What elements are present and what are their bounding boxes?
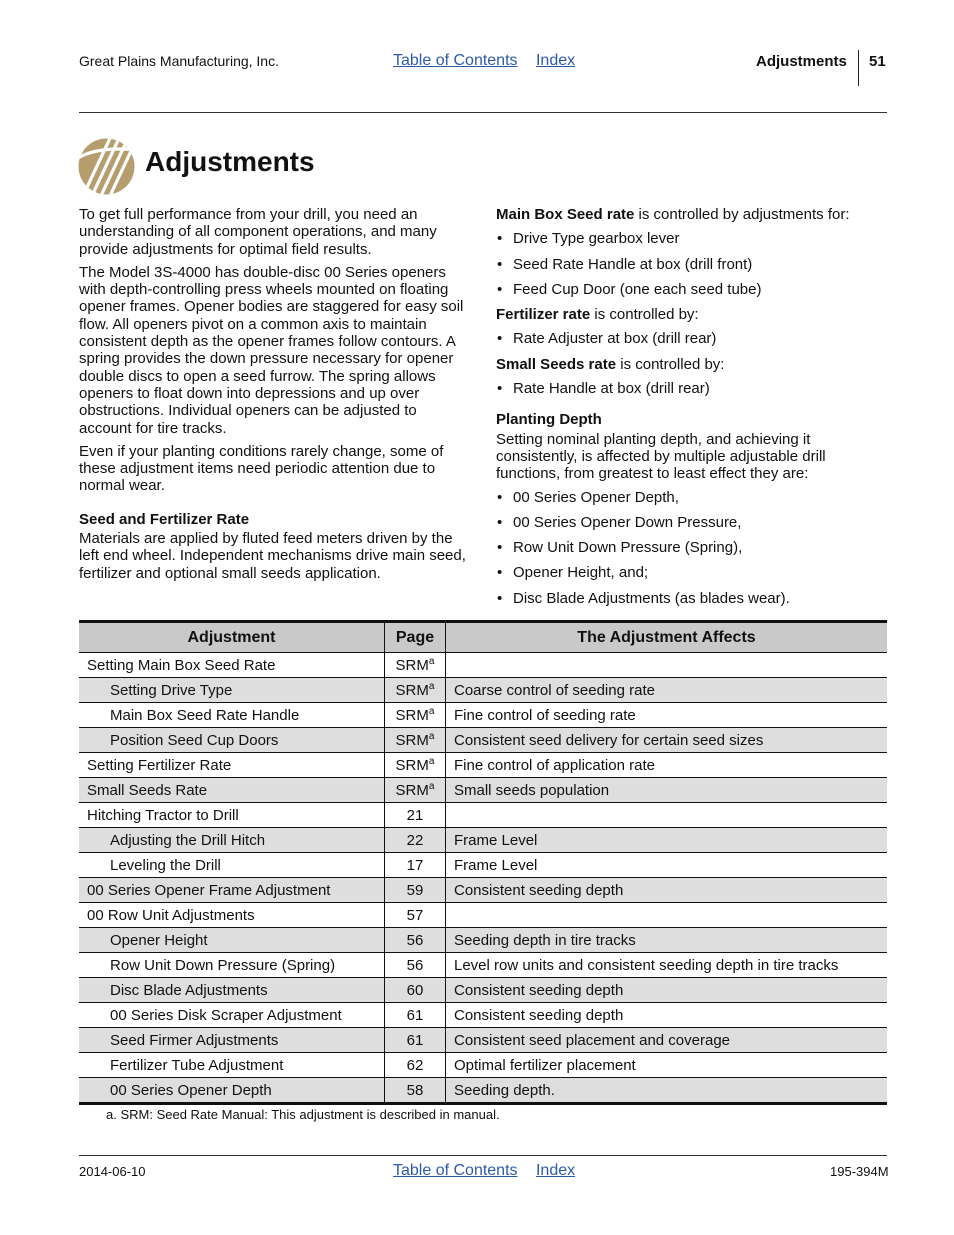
footnote-marker: a bbox=[428, 730, 435, 742]
table-row bbox=[79, 703, 887, 728]
list-item: • Opener Height, and; bbox=[496, 564, 888, 581]
page-ref: SRM bbox=[395, 756, 429, 774]
cell-affects: Fine control of seeding rate bbox=[446, 703, 888, 728]
cell-affects bbox=[446, 903, 888, 928]
cell-adjustment: Hitching Tractor to Drill bbox=[79, 803, 385, 828]
cell-adjustment: Disc Blade Adjustments bbox=[79, 978, 385, 1003]
table-row bbox=[79, 728, 887, 753]
cell-page bbox=[385, 903, 446, 928]
cell-adjustment: 00 Row Unit Adjustments bbox=[79, 903, 385, 928]
page-ref: SRM bbox=[395, 781, 429, 799]
small-seeds-list bbox=[496, 380, 888, 397]
cell-page bbox=[385, 803, 446, 828]
table-row bbox=[79, 803, 887, 828]
page-ref: 60 bbox=[406, 981, 424, 999]
main-box-bold: Main Box Seed rate bbox=[496, 206, 635, 223]
main-box-list bbox=[496, 230, 888, 298]
table-body bbox=[79, 653, 887, 1104]
list-item: • Rate Adjuster at box (drill rear) bbox=[496, 330, 888, 347]
planting-depth-paragraph: Setting nominal planting depth, and achieving it consistently, is affected by multiple adjustable drill functions, from greatest to least effect they are: bbox=[496, 430, 826, 483]
cell-adjustment: Opener Height bbox=[79, 928, 385, 953]
cell-page bbox=[385, 703, 446, 728]
cell-adjustment: Seed Firmer Adjustments bbox=[79, 1028, 385, 1053]
header-page: Page bbox=[385, 622, 446, 653]
cell-page bbox=[385, 1003, 446, 1028]
page-ref: 61 bbox=[406, 1031, 424, 1049]
page-ref: 59 bbox=[406, 881, 424, 899]
table-row bbox=[79, 1028, 887, 1053]
list-item: • Disc Blade Adjustments (as blades wear). bbox=[496, 590, 888, 607]
cell-adjustment: Main Box Seed Rate Handle bbox=[79, 703, 385, 728]
list-item: • Rate Handle at box (drill rear) bbox=[496, 380, 888, 397]
cell-affects: Consistent seeding depth bbox=[446, 878, 888, 903]
table-row bbox=[79, 853, 887, 878]
list-item: • Feed Cup Door (one each seed tube) bbox=[496, 281, 888, 298]
cell-affects bbox=[446, 803, 888, 828]
table-row bbox=[79, 653, 887, 678]
table-row bbox=[79, 903, 887, 928]
company-name: Great Plains Manufacturing, Inc. bbox=[79, 53, 279, 69]
page-ref: SRM bbox=[395, 656, 429, 674]
section-name: Adjustments bbox=[756, 53, 847, 70]
table-row bbox=[79, 1078, 887, 1104]
cell-adjustment: Leveling the Drill bbox=[79, 853, 385, 878]
list-item: • Row Unit Down Pressure (Spring), bbox=[496, 539, 888, 556]
footnote-marker: a bbox=[428, 705, 435, 717]
cell-adjustment: 00 Series Opener Depth bbox=[79, 1078, 385, 1104]
small-seeds-rest: is controlled by: bbox=[616, 355, 725, 373]
cell-page bbox=[385, 978, 446, 1003]
cell-adjustment: Setting Main Box Seed Rate bbox=[79, 653, 385, 678]
cell-affects: Seeding depth in tire tracks bbox=[446, 928, 888, 953]
footer-nav bbox=[393, 1162, 589, 1180]
cell-affects: Seeding depth. bbox=[446, 1078, 888, 1104]
cell-page bbox=[385, 878, 446, 903]
cell-affects: Consistent seed delivery for certain seed sizes bbox=[446, 728, 888, 753]
fertilizer-bold: Fertilizer rate bbox=[496, 306, 591, 324]
section-logo-icon bbox=[78, 138, 135, 195]
header-nav bbox=[393, 52, 589, 70]
cell-page bbox=[385, 853, 446, 878]
index-link[interactable]: Index bbox=[535, 52, 576, 69]
cell-page bbox=[385, 1078, 446, 1104]
cell-adjustment: Row Unit Down Pressure (Spring) bbox=[79, 953, 385, 978]
table-row bbox=[79, 878, 887, 903]
table-row bbox=[79, 1003, 887, 1028]
document-number: 195-394M bbox=[830, 1164, 889, 1179]
header-rule bbox=[79, 112, 887, 113]
cell-page bbox=[385, 653, 446, 678]
cell-adjustment: 00 Series Opener Frame Adjustment bbox=[79, 878, 385, 903]
cell-affects: Consistent seeding depth bbox=[446, 1003, 888, 1028]
main-box-rest: is controlled by adjustments for: bbox=[634, 206, 850, 223]
cell-page bbox=[385, 678, 446, 703]
main-box-intro bbox=[496, 206, 888, 223]
adjustments-table bbox=[79, 620, 887, 1105]
cell-page bbox=[385, 753, 446, 778]
page-ref: 56 bbox=[406, 956, 424, 974]
cell-affects: Fine control of application rate bbox=[446, 753, 888, 778]
table-footnote: a. SRM: Seed Rate Manual: This adjustment is described in manual. bbox=[106, 1107, 500, 1122]
fertilizer-intro bbox=[496, 306, 888, 323]
planting-depth-list bbox=[496, 489, 888, 607]
footnote-marker: a bbox=[428, 780, 435, 792]
page-ref: 17 bbox=[406, 856, 424, 874]
cell-adjustment: 00 Series Disk Scraper Adjustment bbox=[79, 1003, 385, 1028]
footer-toc-link[interactable]: Table of Contents bbox=[393, 1162, 518, 1179]
seed-fertilizer-heading: Seed and Fertilizer Rate bbox=[79, 510, 250, 528]
header-adjustment: Adjustment bbox=[79, 622, 385, 653]
header-separator bbox=[858, 50, 859, 86]
toc-link[interactable]: Table of Contents bbox=[393, 52, 518, 69]
page-ref: SRM bbox=[395, 706, 429, 724]
page-ref: 21 bbox=[406, 806, 424, 824]
cell-affects: Consistent seed placement and coverage bbox=[446, 1028, 888, 1053]
cell-page bbox=[385, 1053, 446, 1078]
list-item: • 00 Series Opener Down Pressure, bbox=[496, 514, 888, 531]
right-column bbox=[496, 206, 888, 615]
cell-adjustment: Position Seed Cup Doors bbox=[79, 728, 385, 753]
fertilizer-list bbox=[496, 330, 888, 347]
cell-affects: Consistent seeding depth bbox=[446, 978, 888, 1003]
page-ref: SRM bbox=[395, 731, 429, 749]
cell-affects: Coarse control of seeding rate bbox=[446, 678, 888, 703]
cell-affects bbox=[446, 653, 888, 678]
page-ref: 57 bbox=[406, 906, 424, 924]
footer-index-link[interactable]: Index bbox=[535, 1162, 576, 1179]
page-ref: 58 bbox=[406, 1081, 424, 1099]
cell-adjustment: Setting Fertilizer Rate bbox=[79, 753, 385, 778]
cell-page bbox=[385, 928, 446, 953]
table-header-row bbox=[79, 622, 887, 653]
intro-paragraph: To get full performance from your drill, you need an understanding of all component operations, and many provide adjustments for optimal field results. bbox=[79, 206, 437, 258]
cell-adjustment: Adjusting the Drill Hitch bbox=[79, 828, 385, 853]
cell-page bbox=[385, 778, 446, 803]
cell-adjustment: Fertilizer Tube Adjustment bbox=[79, 1053, 385, 1078]
left-column bbox=[79, 206, 469, 588]
footer-rule bbox=[79, 1155, 887, 1156]
footnote-marker: a bbox=[428, 655, 435, 667]
table-row bbox=[79, 778, 887, 803]
wear-paragraph: Even if your planting conditions rarely change, some of these adjustment items need periodic attention due to normal wear. bbox=[79, 442, 444, 495]
footnote-marker: a bbox=[428, 680, 435, 692]
cell-affects: Frame Level bbox=[446, 853, 888, 878]
model-paragraph: The Model 3S-4000 has double-disc 00 Series openers with depth-controlling press wheels mounted on floating opener frames. Opener bodies are staggered for easy soil flow. All openers pivot on a common axis to maintain consistent depth as the opener frames follow contours. A spring provides the down pressure necessary for opener double discs to open a seed furrow. The spring allows openers to float down into depressions and up over obstructions. Individual openers can be adjusted to account for tire tracks. bbox=[79, 263, 464, 437]
cell-affects: Frame Level bbox=[446, 828, 888, 853]
cell-page bbox=[385, 728, 446, 753]
cell-adjustment: Small Seeds Rate bbox=[79, 778, 385, 803]
table-row bbox=[79, 1053, 887, 1078]
page-title: Adjustments bbox=[145, 146, 315, 177]
page-ref: SRM bbox=[395, 681, 429, 699]
small-seeds-intro bbox=[496, 356, 888, 373]
page-ref: 61 bbox=[406, 1006, 424, 1024]
planting-depth-heading: Planting Depth bbox=[496, 411, 602, 429]
page-number: 51 bbox=[869, 53, 886, 70]
cell-affects: Optimal fertilizer placement bbox=[446, 1053, 888, 1078]
header-affects: The Adjustment Affects bbox=[446, 622, 888, 653]
table-row bbox=[79, 753, 887, 778]
cell-page bbox=[385, 828, 446, 853]
small-seeds-bold: Small Seeds rate bbox=[496, 355, 617, 373]
footnote-marker: a bbox=[428, 755, 435, 767]
table-row bbox=[79, 953, 887, 978]
cell-affects: Level row units and consistent seeding depth in tire tracks bbox=[446, 953, 888, 978]
list-item: • 00 Series Opener Depth, bbox=[496, 489, 888, 506]
list-item: • Drive Type gearbox lever bbox=[496, 230, 888, 247]
cell-page bbox=[385, 953, 446, 978]
footer-date: 2014-06-10 bbox=[79, 1164, 146, 1179]
table-row bbox=[79, 928, 887, 953]
table-row bbox=[79, 828, 887, 853]
table-row bbox=[79, 678, 887, 703]
cell-page bbox=[385, 1028, 446, 1053]
table-row bbox=[79, 978, 887, 1003]
seed-fertilizer-paragraph: Materials are applied by fluted feed meters driven by the left end wheel. Independent mechanisms drive main seed, fertilizer and optional small seeds application. bbox=[79, 530, 466, 582]
cell-affects: Small seeds population bbox=[446, 778, 888, 803]
list-item: • Seed Rate Handle at box (drill front) bbox=[496, 256, 888, 273]
page-ref: 22 bbox=[406, 831, 424, 849]
page-ref: 62 bbox=[406, 1056, 424, 1074]
page-ref: 56 bbox=[406, 931, 424, 949]
fertilizer-rest: is controlled by: bbox=[590, 306, 699, 324]
cell-adjustment: Setting Drive Type bbox=[79, 678, 385, 703]
